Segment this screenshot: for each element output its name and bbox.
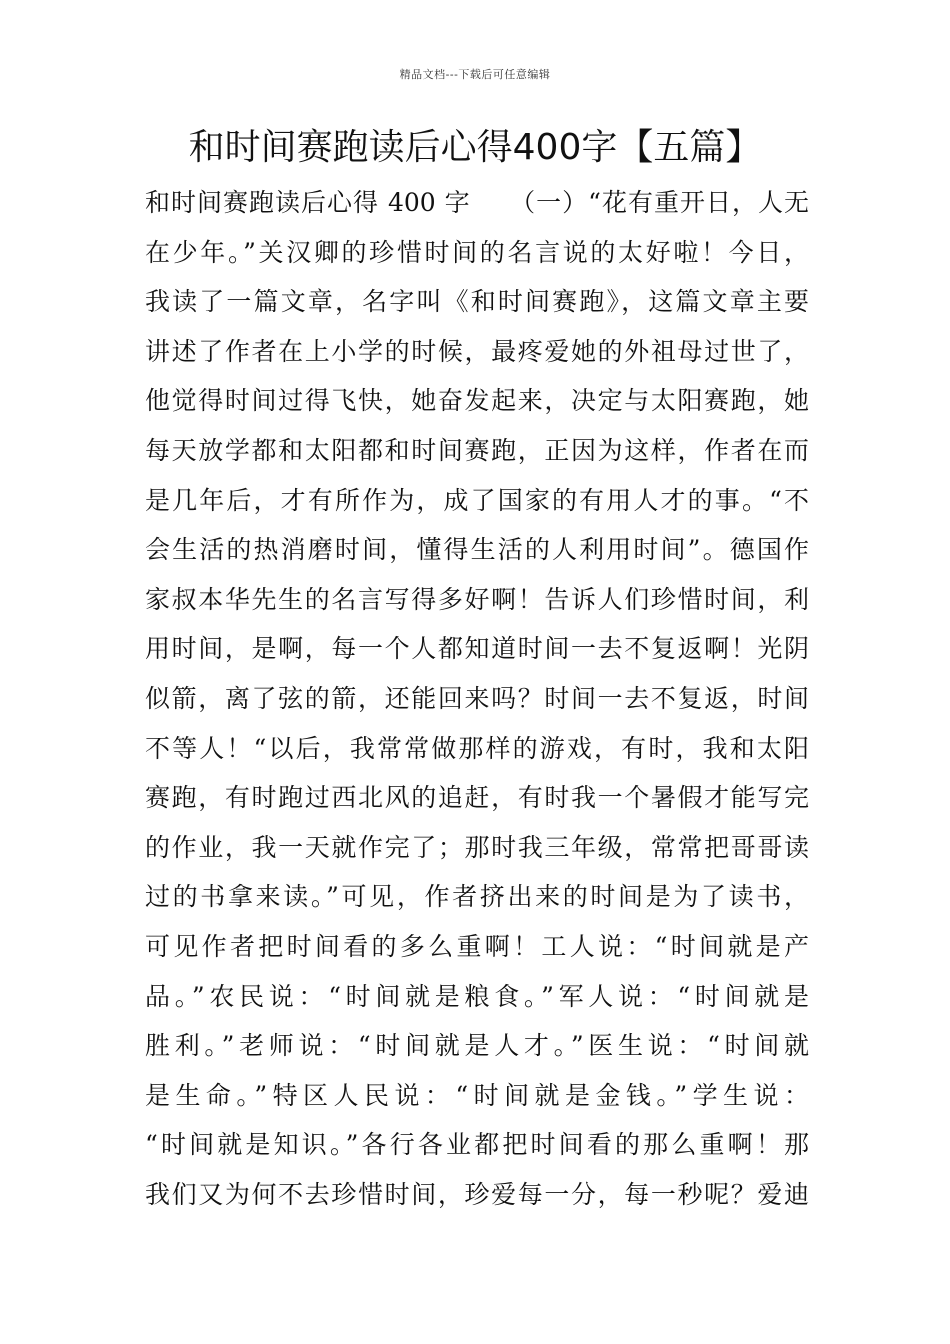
body-line: 用时间，是啊，每一个人都知道时间一去不复返啊！光阴 xyxy=(145,634,809,664)
body-line: 似箭，离了弦的箭，还能回来吗？时间一去不复返，时间 xyxy=(145,683,809,713)
body-line: “时间就是知识。”各行各业都把时间看的那么重啊！那 xyxy=(145,1130,809,1160)
body-line: 过的书拿来读。”可见，作者挤出来的时间是为了读书， xyxy=(145,882,809,912)
body-line: 每天放学都和太阳都和时间赛跑，正因为这样，作者在而 xyxy=(145,435,809,465)
body-line: 不等人！“以后，我常常做那样的游戏，有时，我和太阳 xyxy=(145,733,809,763)
body-line: 赛跑，有时跑过西北风的追赶，有时我一个暑假才能写完 xyxy=(145,783,809,813)
body-line: 我们又为何不去珍惜时间，珍爱每一分，每一秒呢？爱迪 xyxy=(145,1179,809,1209)
body-text xyxy=(145,178,809,1219)
page-title: 和时间赛跑读后心得400字【五篇】 xyxy=(188,127,762,168)
body-line: 家叔本华先生的名言写得多好啊！告诉人们珍惜时间，利 xyxy=(145,584,809,614)
body-line: 是几年后，才有所作为，成了国家的有用人才的事。“不 xyxy=(145,485,809,515)
body-line: 他觉得时间过得飞快，她奋发起来，决定与太阳赛跑，她 xyxy=(145,386,809,416)
body-line: 是生命。”特区人民说：“时间就是金钱。”学生说： xyxy=(145,1080,809,1110)
body-line: 的作业，我一天就作完了；那时我三年级，常常把哥哥读 xyxy=(145,832,809,862)
body-line: 讲述了作者在上小学的时候，最疼爱她的外祖母过世了， xyxy=(145,336,809,366)
body-line: 胜利。”老师说：“时间就是人才。”医生说：“时间就 xyxy=(145,1031,809,1061)
body-line: 可见作者把时间看的多么重啊！工人说：“时间就是产 xyxy=(145,931,809,961)
body-line: 我读了一篇文章，名字叫《和时间赛跑》，这篇文章主要 xyxy=(145,287,809,317)
header-note: 精品文档---下载后可任意编辑 xyxy=(399,68,551,81)
body-line: 在少年。”关汉卿的珍惜时间的名言说的太好啦！今日， xyxy=(145,237,809,267)
body-line: 会生活的热消磨时间，懂得生活的人利用时间”。德国作 xyxy=(145,535,809,565)
body-line: 品。”农民说：“时间就是粮食。”军人说：“时间就是 xyxy=(145,981,809,1011)
body-line: 和时间赛跑读后心得 400 字 （一）“花有重开日，人无 xyxy=(145,188,809,217)
